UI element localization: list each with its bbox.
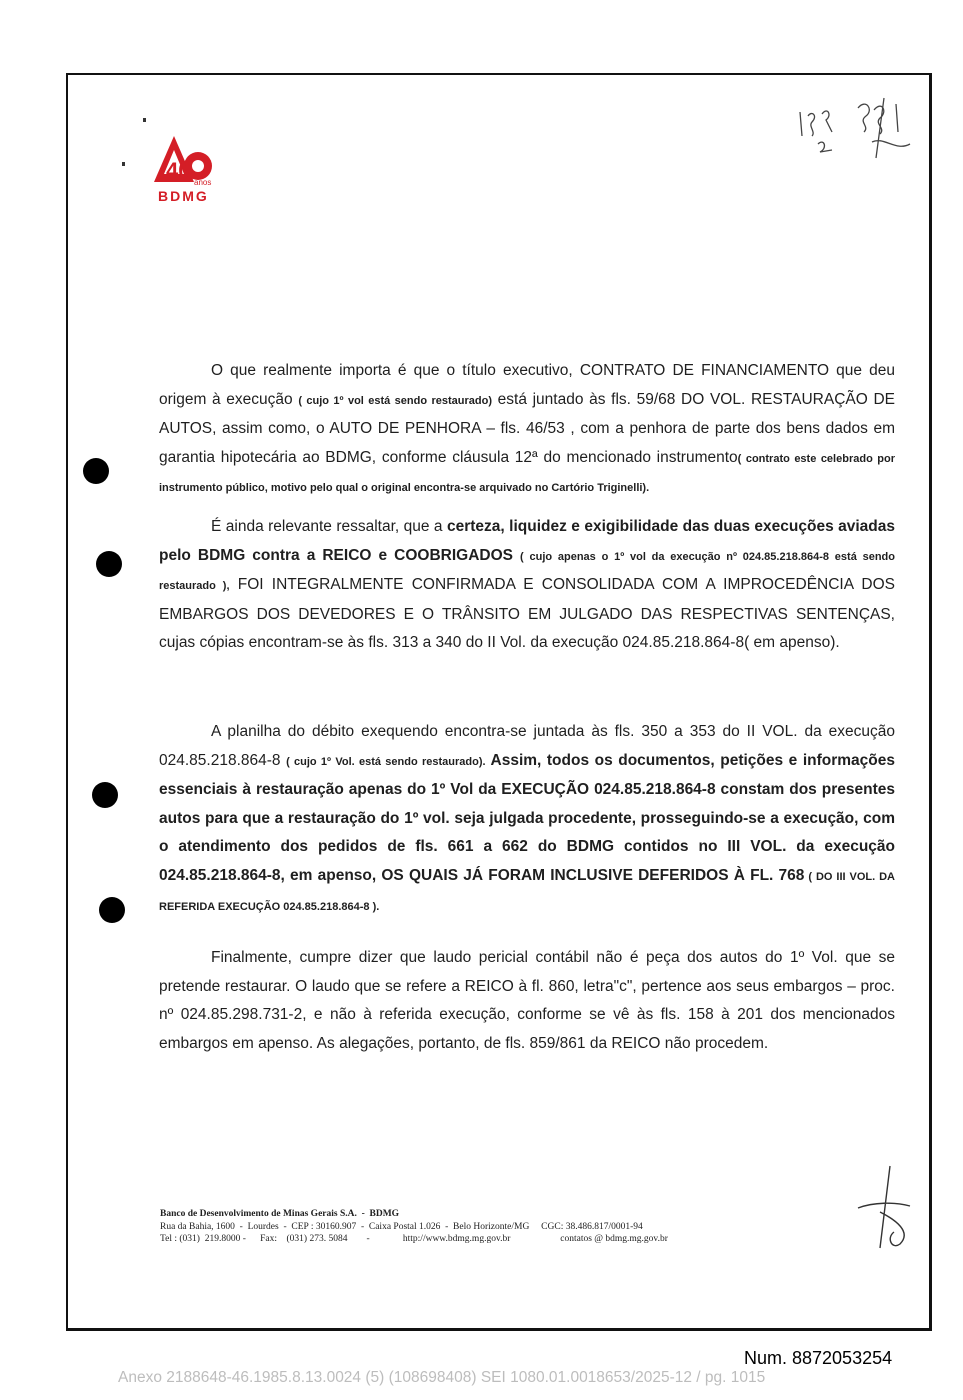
- punch-hole: [83, 458, 109, 484]
- paragraph-3-note-d: ( DO III VOL. DA REFERIDA EXECUÇÃO 024.85.218.864-8 ).: [159, 870, 896, 913]
- logo-number: 40: [166, 158, 191, 183]
- footer-address: Rua da Bahia, 1600 - Lourdes - CEP : 30160.907 - Caixa Postal 1.026 - Belo Horizonte/MG CGC: 38.486.817/0001-94: [160, 1221, 643, 1232]
- footer-contacts: Tel : (031) 219.8000 - Fax: (031) 273. 5084 - http://www.bdmg.mg.gov.br contatos @ bdmg.mg.gov.br: [160, 1234, 668, 1244]
- scan-speck: [122, 162, 125, 166]
- paragraph-2: [159, 513, 895, 658]
- paragraph-3: [159, 718, 895, 921]
- footer-bank-name: Banco de Desenvolvimento de Minas Gerais S.A. - BDMG: [160, 1209, 400, 1219]
- punch-hole: [96, 551, 122, 577]
- paragraph-1-text-c: está juntado às fls. 59/68 DO VOL. RESTAURAÇÃO DE AUTOS, assim como, o AUTO DE PENHORA – fls. 46/53 , com a penhora de parte dos bens dados em garantia hipotecária ao BDMG, conforme cláusula 12ª do mencionado instrumento: [159, 390, 895, 466]
- paragraph-1-note-b: ( cujo 1º vol está sendo restaurado): [298, 394, 492, 407]
- paragraph-3-note-b: ( cujo 1º Vol. está sendo restaurado).: [286, 755, 486, 768]
- annex-reference: Anexo 2188648-46.1985.8.13.0024 (5) (108698408) SEI 1080.01.0018653/2025-12 / pg. 1015: [118, 1369, 766, 1386]
- scanned-page-border: [66, 73, 932, 1331]
- paragraph-2-text-e: FOI INTEGRALMENTE CONFIRMADA E CONSOLIDADA COM A IMPROCEDÊNCIA DOS EMBARGOS DOS DEVEDORES E O TRÂNSITO EM JULGADO DAS RESPECTIVAS SENTENÇAS, cujas cópias encontram-se às fls. 313 a 340 do II Vol. da execução 024.85.218.864-8( em apenso).: [159, 576, 895, 652]
- paragraph-2-text-a: É ainda relevante ressaltar, que a: [211, 518, 447, 535]
- logo-name: BDMG: [158, 188, 209, 204]
- punch-hole: [99, 897, 125, 923]
- document-number: Num. 8872053254: [744, 1348, 893, 1368]
- paragraph-3-text-a: A planilha do débito exequendo encontra-se juntada às fls. 350 a 353 do II VOL. da execução 024.85.218.864-8: [159, 723, 895, 769]
- scan-speck: [143, 118, 146, 122]
- paragraph-1-note-d: ( contrato este celebrado por instrumento público, motivo pelo qual o original encontra-se arquivado no Cartório Triginelli).: [159, 452, 895, 495]
- logo-suffix: anos: [194, 178, 212, 187]
- handwritten-signature: [850, 1162, 920, 1252]
- paragraph-4: Finalmente, cumpre dizer que laudo pericial contábil não é peça dos autos do 1º Vol. que se pretende restaurar. O laudo que se refere a REICO à fl. 860, letra"c", pertence aos seus embargos – proc. nº 024.85.298.731-2, e não à referida execução, conforme se vê às fls. 158 à 201 dos mencionados embargos em apenso. As alegações, portanto, de fls. 859/861 da REICO não procedem.: [159, 949, 895, 1052]
- letterhead-footer: [160, 1208, 760, 1246]
- punch-hole: [92, 782, 118, 808]
- paragraph-2-bold-b: certeza, liquidez e exigibilidade das duas execuções aviadas pelo BDMG contra a REICO e COOBRIGADOS: [159, 518, 895, 564]
- paragraph-2-space: [513, 547, 520, 564]
- paragraph-3-bold-c: Assim, todos os documentos, petições e informações essenciais à restauração apenas do 1º Vol da EXECUÇÃO 024.85.218.864-8 constam dos presentes autos para que a restauração do 1º vol. seja julgada procedente, prosseguindo-se a execução, com o atendimento dos pedidos de fls. 661 a 662 do BDMG contidos no III VOL. da execução 024.85.218.864-8, em apenso, OS QUAIS JÁ FORAM INCLUSIVE DEFERIDOS À FL. 768: [159, 751, 895, 884]
- paragraph-1-text-a: O que realmente importa é que o título executivo, CONTRATO DE FINANCIAMENTO que deu origem à execução: [159, 362, 895, 408]
- paragraph-1: [159, 357, 895, 503]
- handwritten-page-number: [788, 92, 928, 172]
- paragraph-2-note-d: ( cujo apenas o 1º vol da execução nº 024.85.218.864-8 está sendo restaurado ),: [159, 550, 895, 593]
